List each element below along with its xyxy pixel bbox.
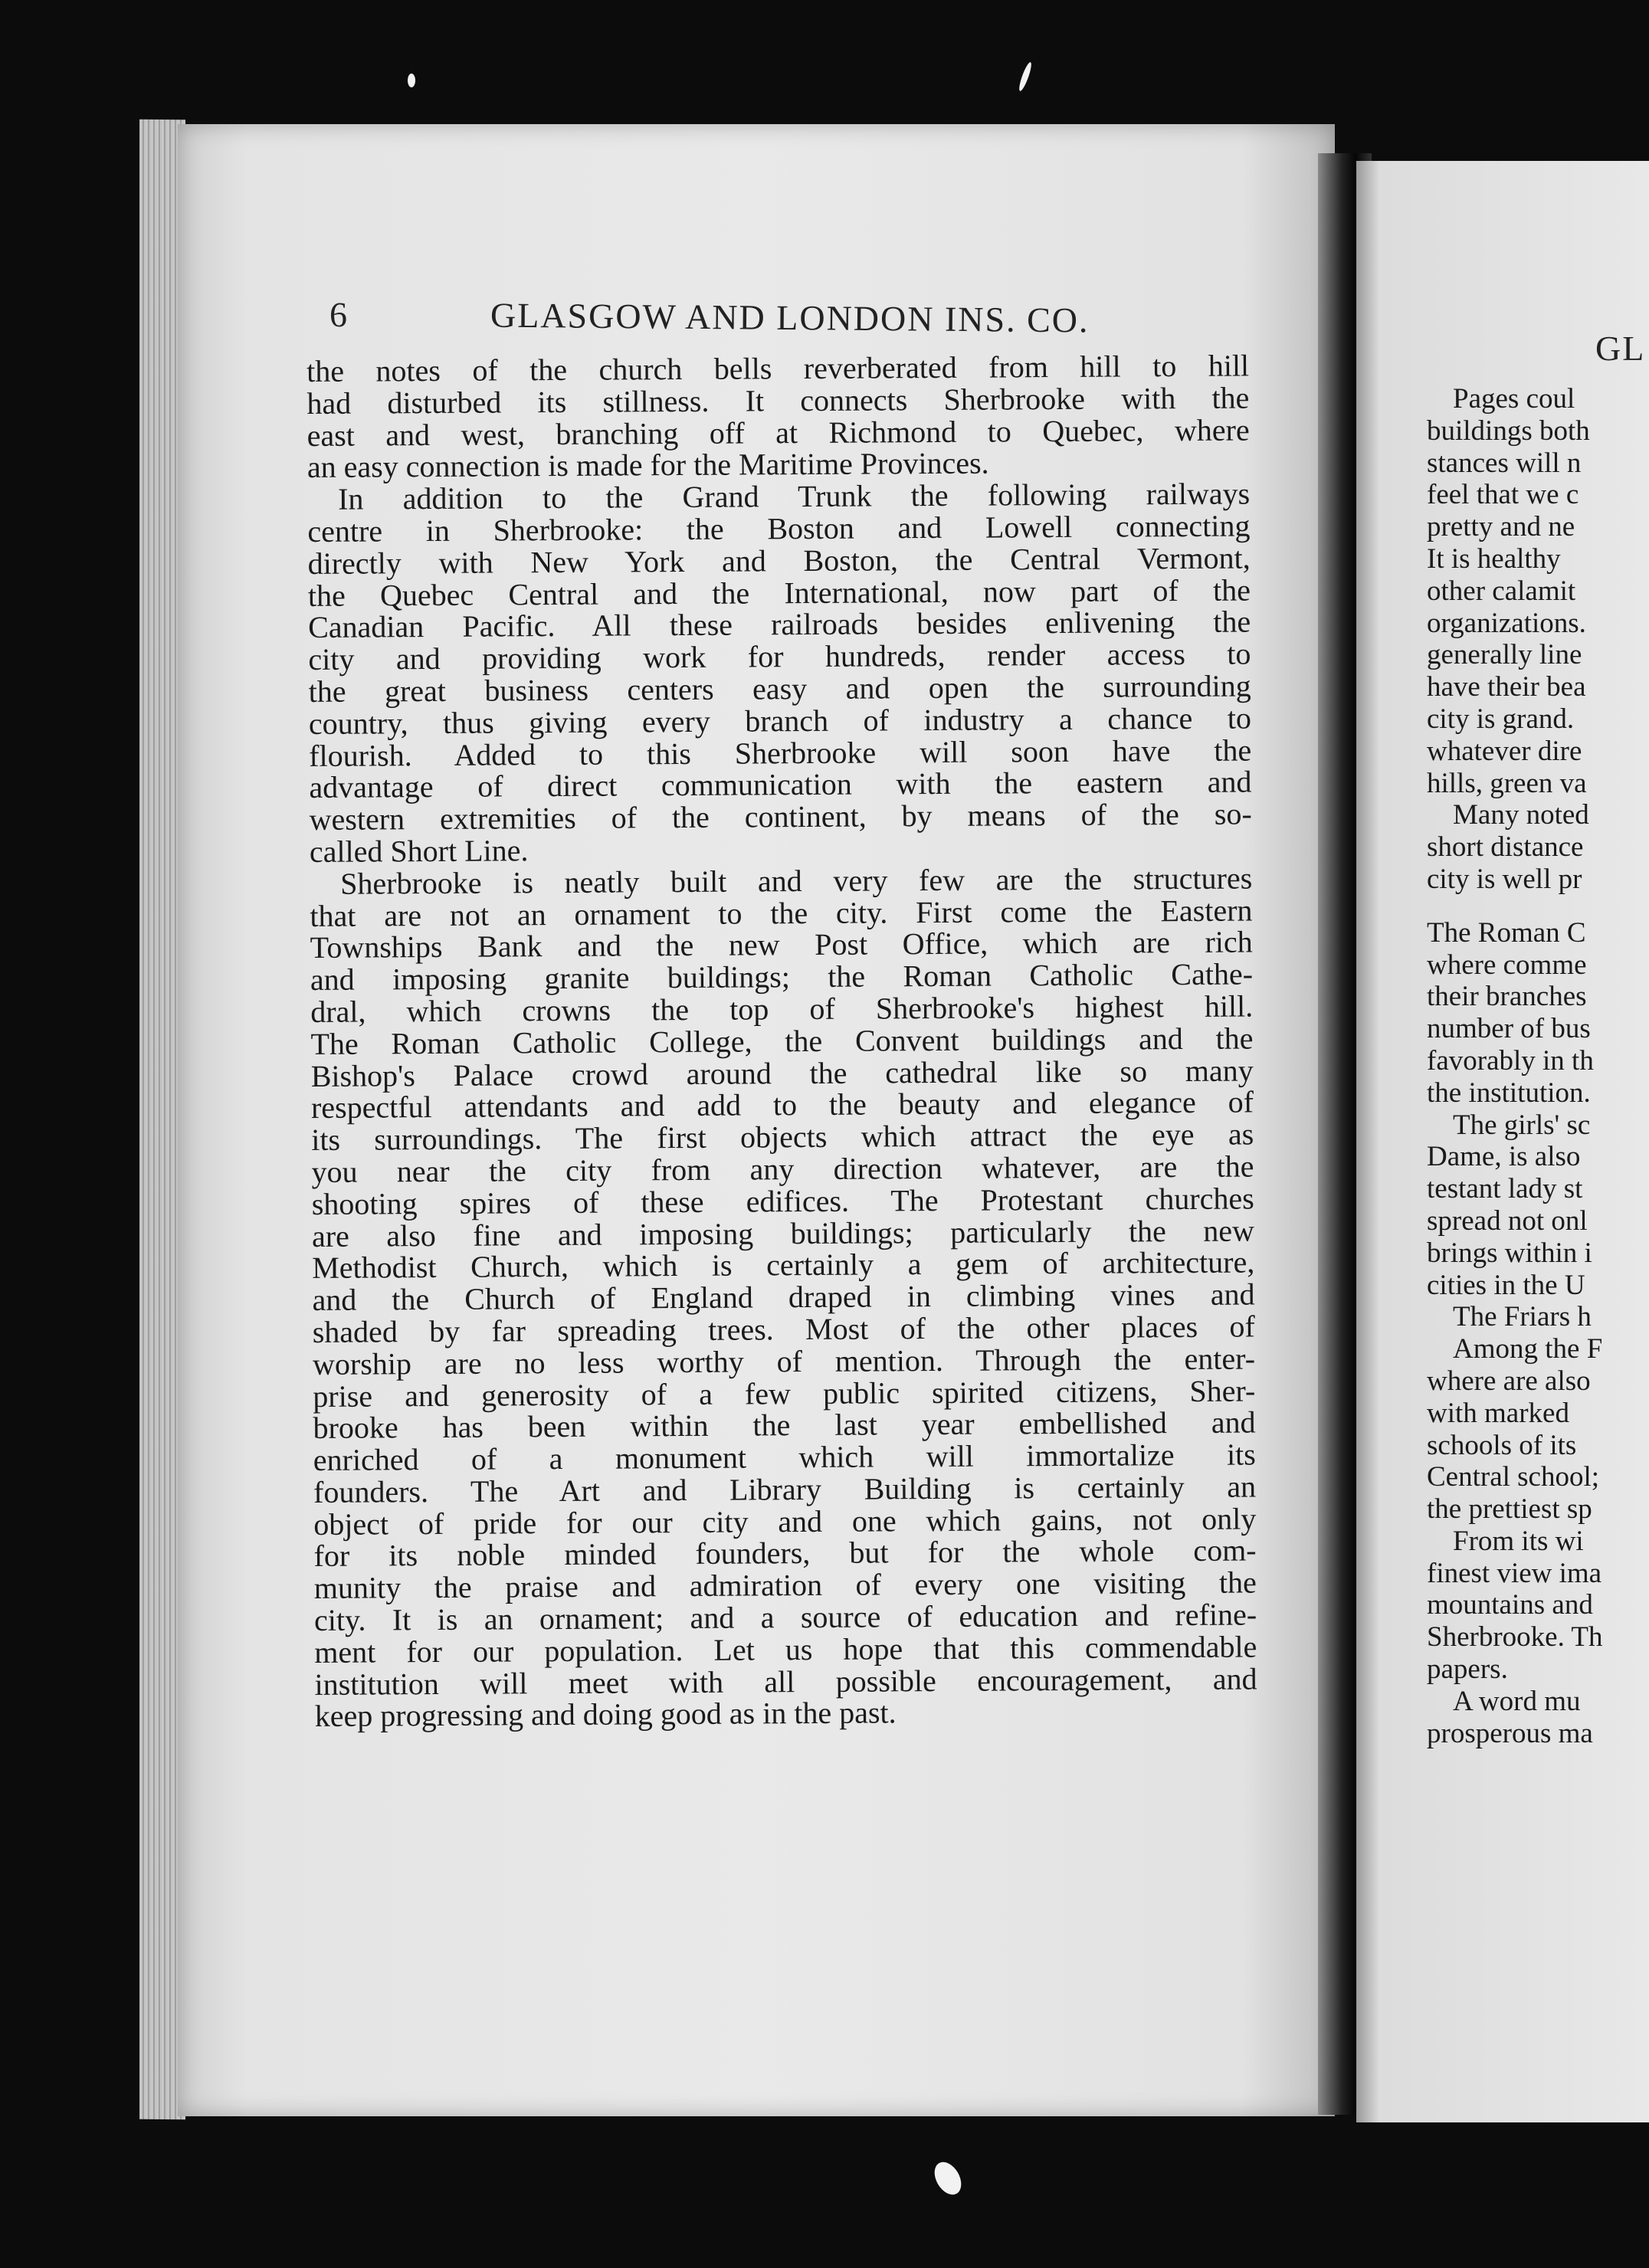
text-line: In addition to the Grand Trunk the following railways: [338, 476, 1251, 516]
text-line: schools of its: [1427, 1429, 1577, 1461]
dust-speck: [1017, 61, 1033, 92]
text-line: the Quebec Central and the International, now part of the: [307, 572, 1251, 613]
text-line: directly with New York and Boston, the Central Vermont,: [307, 540, 1251, 581]
text-line: shaded by far spreading trees. Most of the other places of: [312, 1309, 1255, 1349]
text-line: respectful attendants and add to the beauty and elegance of: [310, 1084, 1254, 1126]
text-line: whatever dire: [1427, 735, 1582, 767]
right-running-head: GL: [1595, 329, 1646, 368]
text-line: called Short Line.: [309, 833, 529, 869]
text-line: you near the city from any direction whatever, are the: [311, 1149, 1254, 1189]
text-line: the great business centers easy and open the surrounding: [308, 668, 1251, 709]
text-line: shooting spires of these edifices. The Protestant churches: [311, 1181, 1254, 1221]
text-line: buildings both: [1427, 415, 1590, 447]
dust-speck: [408, 74, 415, 87]
text-line: munity the praise and admiration of every one visiting the: [313, 1565, 1257, 1606]
text-line: that are not an ornament to the city. First come the Eastern: [310, 893, 1253, 933]
text-line: founders. The Art and Library Building is certainly an: [313, 1469, 1257, 1509]
page-number: 6: [329, 294, 348, 335]
text-line: Townships Bank and the new Post Office, which are rich: [310, 924, 1253, 965]
text-line: Dame, is also: [1427, 1141, 1581, 1173]
text-line: Bishop's Palace crowd around the cathedral like so many: [310, 1053, 1254, 1093]
text-line: Pages coul: [1453, 383, 1575, 415]
text-line: papers.: [1427, 1653, 1508, 1686]
text-line: The Friars h: [1453, 1301, 1592, 1333]
text-line: east and west, branching off at Richmond to Quebec, where: [307, 412, 1250, 453]
left-page-body-text: [307, 349, 1280, 1732]
text-line: ment for our population. Let us hope that this commendable: [314, 1629, 1257, 1670]
text-line: where are also: [1427, 1365, 1591, 1397]
text-line: Sherbrooke is neatly built and very few are the structures: [340, 860, 1253, 901]
text-line: Methodist Church, which is certainly a gem of architecture,: [312, 1244, 1255, 1286]
text-line: It is healthy: [1427, 542, 1561, 575]
text-line: city and providing work for hundreds, render access to: [308, 636, 1251, 677]
text-line: had disturbed its stillness. It connects Sherbrooke with the: [307, 380, 1250, 421]
text-line: have their bea: [1427, 671, 1586, 703]
text-line: Among the F: [1453, 1333, 1603, 1365]
text-line: number of bus: [1427, 1013, 1591, 1045]
text-line: worship are no less worthy of mention. Through the enter-: [312, 1341, 1256, 1381]
text-line: dral, which crowns the top of Sherbrooke's highest hill.: [310, 988, 1254, 1029]
text-line: finest view ima: [1427, 1557, 1602, 1589]
text-line: institution will meet with all possible encouragement, and: [314, 1661, 1257, 1702]
text-line: The Roman Catholic College, the Convent buildings and the: [310, 1021, 1254, 1061]
text-line: hills, green va: [1427, 767, 1587, 799]
text-line: pretty and ne: [1427, 511, 1575, 543]
text-line: prise and generosity of a few public spirited citizens, Sher-: [313, 1372, 1256, 1414]
text-line: western extremities of the continent, by means of the so-: [309, 796, 1252, 837]
text-line: brooke has been within the last year embellished and: [313, 1404, 1256, 1446]
text-line: Central school;: [1427, 1461, 1600, 1493]
running-head: GLASGOW AND LONDON INS. CO.: [490, 295, 1090, 340]
text-line: city is well pr: [1427, 863, 1582, 895]
text-line: stances will n: [1427, 447, 1582, 479]
text-line: The girls' sc: [1453, 1109, 1591, 1141]
text-line: country, thus giving every branch of industry a chance to: [308, 700, 1252, 741]
text-line: The Roman C: [1427, 916, 1586, 949]
text-line: advantage of direct communication with the eastern and: [309, 764, 1252, 805]
text-line: the notes of the church bells reverberated from hill to hill: [306, 348, 1250, 388]
text-line: object of pride for our city and one which gains, not only: [313, 1501, 1257, 1542]
text-line: Many noted: [1453, 799, 1589, 831]
text-line: where comme: [1427, 949, 1587, 981]
text-line: short distance: [1427, 831, 1584, 864]
text-line: and the Church of England draped in climbing vines and: [312, 1277, 1255, 1318]
text-line: enriched of a monument which will immortalize its: [313, 1437, 1256, 1478]
text-line: feel that we c: [1427, 479, 1579, 511]
text-line: A word mu: [1453, 1685, 1581, 1717]
text-line: other calamit: [1427, 575, 1576, 607]
text-line: the prettiest sp: [1427, 1493, 1592, 1526]
text-line: mountains and: [1427, 1589, 1593, 1621]
text-line: Canadian Pacific. All these railroads besides enlivening the: [308, 604, 1251, 645]
right-page: [1356, 161, 1649, 2122]
text-line: generally line: [1427, 639, 1582, 671]
text-line: and imposing granite buildings; the Roman Catholic Cathe-: [310, 956, 1254, 998]
right-page-body-text: [1427, 383, 1649, 1749]
text-line: with marked: [1427, 1397, 1569, 1429]
text-line: their branches: [1427, 981, 1587, 1013]
text-line: testant lady st: [1427, 1173, 1583, 1205]
text-line: the institution.: [1427, 1077, 1591, 1109]
text-line: for its noble minded founders, but for the whole com-: [313, 1532, 1257, 1574]
text-line: an easy connection is made for the Maritime Provinces.: [307, 445, 989, 485]
text-line: flourish. Added to this Sherbrooke will soon have the: [309, 733, 1252, 773]
text-line: city. It is an ornament; and a source of education and refine-: [313, 1597, 1257, 1638]
text-line: prosperous ma: [1427, 1717, 1593, 1749]
text-line: favorably in th: [1427, 1044, 1594, 1077]
text-line: organizations.: [1427, 607, 1586, 639]
text-line: are also fine and imposing buildings; particularly the new: [311, 1212, 1255, 1254]
text-line: brings within i: [1427, 1237, 1592, 1269]
text-line: city is grand.: [1427, 703, 1575, 735]
text-line: cities in the U: [1427, 1269, 1585, 1301]
text-line: keep progressing and doing good as in the past.: [314, 1695, 897, 1734]
text-line: its surroundings. The first objects which attract the eye as: [311, 1116, 1254, 1158]
text-line: Sherbrooke. Th: [1427, 1621, 1603, 1653]
text-line: From its wi: [1453, 1525, 1584, 1557]
text-line: spread not onl: [1427, 1204, 1588, 1237]
text-line: centre in Sherbrooke: the Boston and Lowell connecting: [307, 508, 1251, 549]
dust-speck: [929, 2158, 967, 2200]
